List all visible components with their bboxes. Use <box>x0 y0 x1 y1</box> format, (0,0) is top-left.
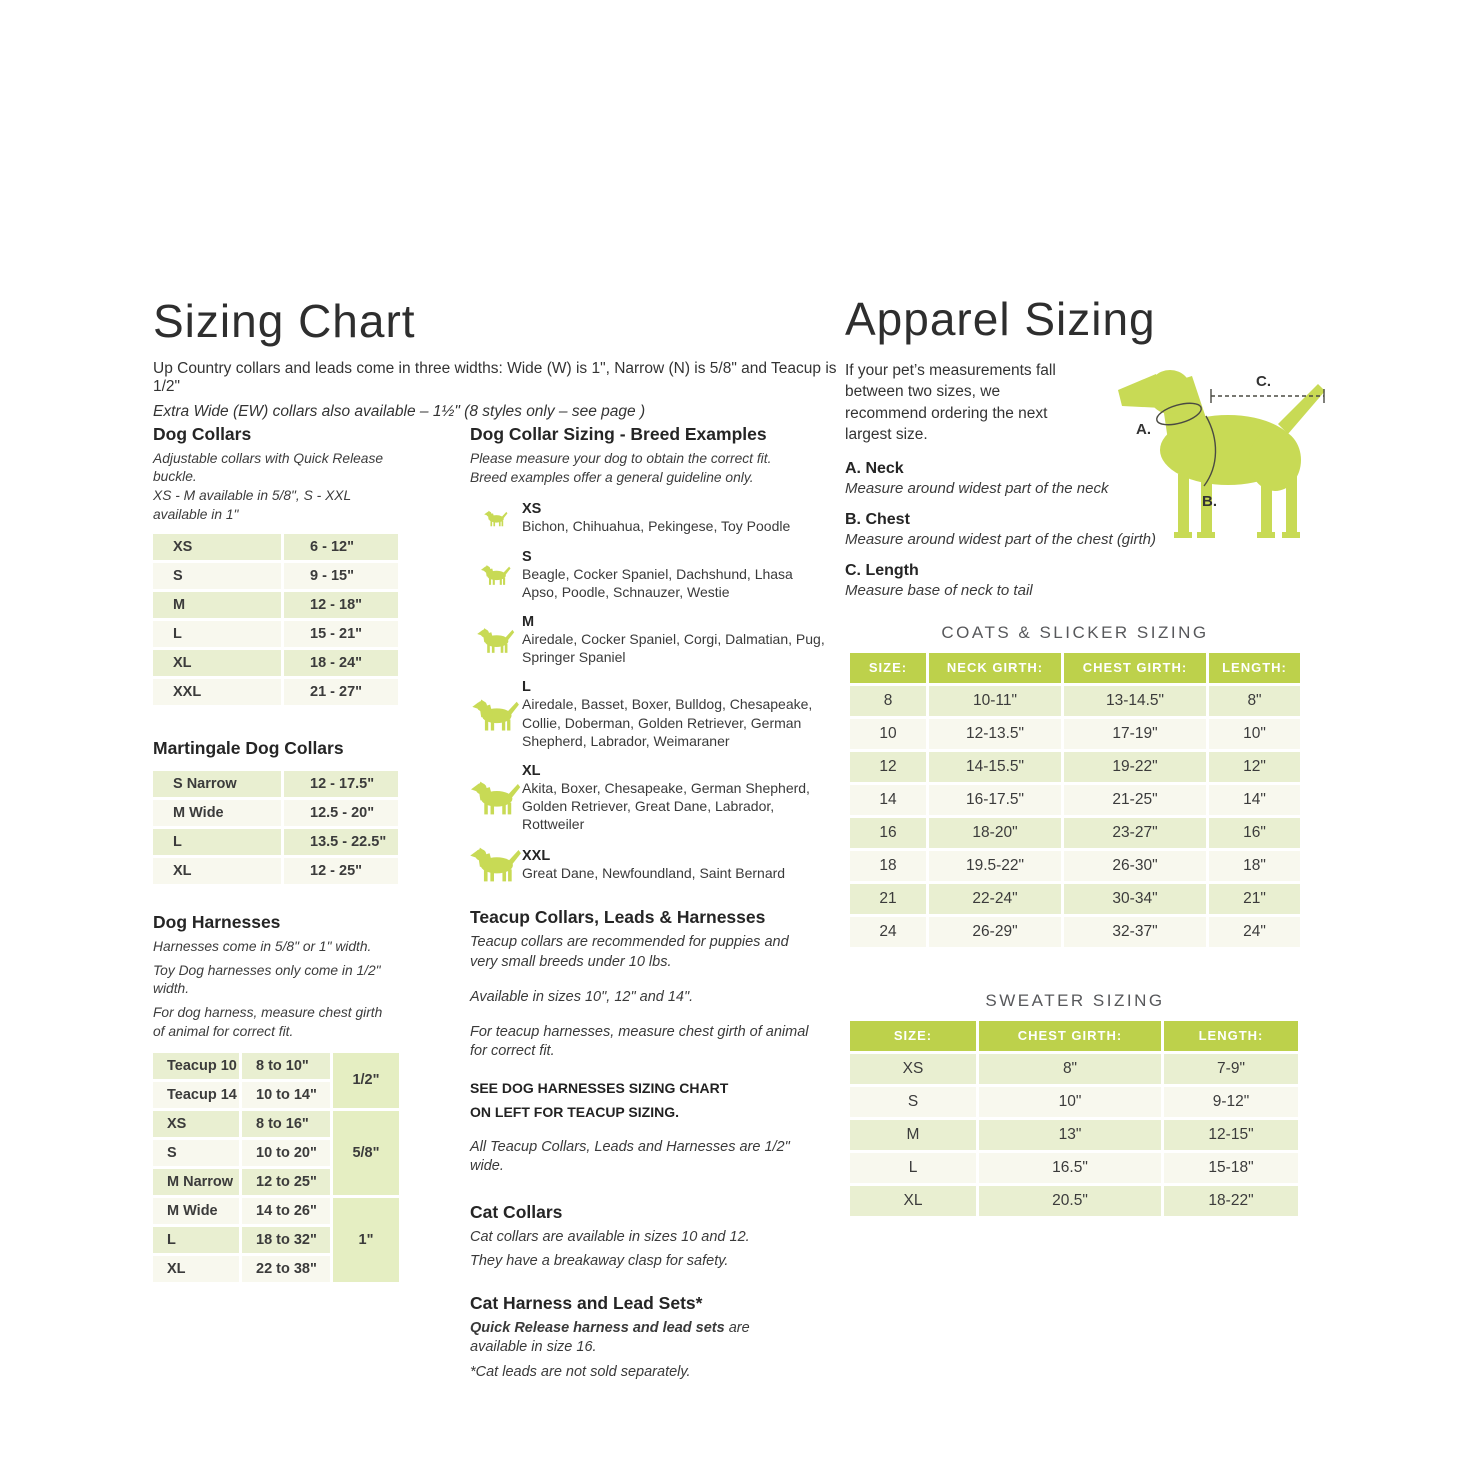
dog-collars-heading: Dog Collars <box>153 424 252 444</box>
breed-desc-1: Please measure your dog to obtain the correct fit. <box>470 451 772 466</box>
breed-names: Airedale, Cocker Spaniel, Corgi, Dalmatian, Pug, Springer Spaniel <box>522 630 825 666</box>
dog-silhouette-icon-xs <box>470 510 522 527</box>
table-cell: 22-24" <box>929 884 1061 914</box>
dog-silhouette-icon-l <box>470 698 522 732</box>
table-cell: 7-9" <box>1164 1054 1298 1084</box>
column-header: CHEST GIRTH: <box>979 1021 1161 1051</box>
breed-size-label: M <box>522 613 535 630</box>
table-cell: 15-18" <box>1164 1153 1298 1183</box>
table-cell: 10-11" <box>929 686 1061 716</box>
page-title: Sizing Chart <box>153 295 416 347</box>
diagram-label-a: A. <box>1136 421 1151 438</box>
cat-collars-p2: They have a breakaway clasp for safety. <box>470 1253 729 1270</box>
sweater-title: SWEATER SIZING <box>985 990 1165 1010</box>
table-cell: M Wide <box>153 1198 239 1224</box>
apparel-intro: If your pet’s measurements fall between two sizes, we recommend ordering the next largest size. <box>845 362 1056 444</box>
table-cell: XS <box>850 1054 976 1084</box>
breed-item-s <box>470 549 830 601</box>
harness-desc-1: Harnesses come in 5/8" or 1" width. <box>153 938 372 954</box>
breed-item-xl <box>470 763 830 834</box>
dog-measurement-diagram <box>1078 354 1340 546</box>
table-cell: 18 <box>850 851 926 881</box>
breed-item-l <box>470 679 830 750</box>
table-cell: 13-14.5" <box>1064 686 1206 716</box>
table-cell: S Narrow <box>153 771 281 797</box>
breed-examples-heading: Dog Collar Sizing - Breed Examples <box>470 424 767 444</box>
table-cell: 10 <box>850 719 926 749</box>
table-cell: 8" <box>979 1054 1161 1084</box>
table-cell: 23-27" <box>1064 818 1206 848</box>
measure-chest-desc: Measure around widest part of the chest (girth) <box>845 530 1156 548</box>
breed-names: Airedale, Basset, Boxer, Bulldog, Chesapeake, Collie, Doberman, Golden Retriever, German Shepherd, Labrador, Weimaraner <box>522 696 813 749</box>
cat-collars-p1: Cat collars are available in sizes 10 and 12. <box>470 1228 750 1245</box>
dog-collars-desc-1: Adjustable collars with Quick Release buckle. <box>153 451 384 485</box>
teacup-p2: Available in sizes 10", 12" and 14". <box>470 988 694 1005</box>
table-cell: 18-20" <box>929 818 1061 848</box>
table-cell: 19-22" <box>1064 752 1206 782</box>
cat-harness-heading: Cat Harness and Lead Sets* <box>470 1293 703 1314</box>
table-cell: S <box>153 563 281 589</box>
table-cell: 21 <box>850 884 926 914</box>
coats-slicker-table <box>850 653 1300 947</box>
width-group-cell: 5/8" <box>333 1111 399 1195</box>
table-cell: 14-15.5" <box>929 752 1061 782</box>
table-cell: 12 - 17.5" <box>284 771 398 797</box>
harness-desc-3: For dog harness, measure chest girth of animal for correct fit. <box>153 1005 383 1039</box>
table-cell: 8 to 16" <box>242 1111 330 1137</box>
intro-line-2: Extra Wide (EW) collars also available – 1½" (8 styles only – see page ) <box>153 403 646 420</box>
middle-column <box>470 424 830 1396</box>
table-cell: L <box>850 1153 976 1183</box>
table-cell: L <box>153 829 281 855</box>
sweater-table <box>850 1021 1300 1216</box>
cat-harness-p1-rest: are available in size 16. <box>470 1320 750 1356</box>
table-cell: XS <box>153 1111 239 1137</box>
table-cell: S <box>850 1087 976 1117</box>
table-cell: 21 - 27" <box>284 679 398 705</box>
table-cell: M <box>850 1120 976 1150</box>
dog-collars-table <box>153 534 399 705</box>
table-cell: M Narrow <box>153 1169 239 1195</box>
table-cell: L <box>153 1227 239 1253</box>
table-cell: 16 <box>850 818 926 848</box>
table-cell: 18 - 24" <box>284 650 398 676</box>
table-cell: 8 <box>850 686 926 716</box>
cat-harness-p2: *Cat leads are not sold separately. <box>470 1364 691 1381</box>
table-cell: 10 to 20" <box>242 1140 330 1166</box>
table-cell: 10" <box>979 1087 1161 1117</box>
breed-names: Bichon, Chihuahua, Pekingese, Toy Poodle <box>522 518 791 535</box>
table-cell: Teacup 14 <box>153 1082 239 1108</box>
measure-length-desc: Measure base of neck to tail <box>845 581 1033 599</box>
table-cell: Teacup 10 <box>153 1053 239 1079</box>
table-cell: 6 - 12" <box>284 534 398 560</box>
column-header: LENGTH: <box>1164 1021 1298 1051</box>
breed-desc-2: Breed examples offer a general guideline only. <box>470 470 754 486</box>
right-column <box>845 293 1315 1216</box>
table-cell: 21-25" <box>1064 785 1206 815</box>
table-cell: 10 to 14" <box>242 1082 330 1108</box>
left-column <box>153 424 399 1282</box>
table-cell: 12-13.5" <box>929 719 1061 749</box>
table-cell: 12" <box>1209 752 1300 782</box>
table-cell: 16-17.5" <box>929 785 1061 815</box>
table-cell: XXL <box>153 679 281 705</box>
teacup-p5: All Teacup Collars, Leads and Harnesses are 1/2" wide. <box>470 1138 790 1174</box>
dog-harnesses-heading: Dog Harnesses <box>153 911 281 932</box>
table-cell: 12 to 25" <box>242 1169 330 1195</box>
column-header: CHEST GIRTH: <box>1064 653 1206 683</box>
table-cell: 10" <box>1209 719 1300 749</box>
teacup-heading: Teacup Collars, Leads & Harnesses <box>470 907 766 928</box>
measure-chest-label: B. Chest <box>845 510 910 528</box>
cat-collars-heading: Cat Collars <box>470 1201 563 1222</box>
dog-silhouette-icon-xl <box>470 780 522 816</box>
coats-slicker-section <box>850 623 1300 1216</box>
table-cell: 24 <box>850 917 926 947</box>
diagram-label-c: C. <box>1256 373 1271 390</box>
breed-names: Beagle, Cocker Spaniel, Dachshund, Lhasa Apso, Poodle, Schnauzer, Westie <box>522 565 793 600</box>
martingale-heading: Martingale Dog Collars <box>153 737 344 758</box>
table-cell: 13.5 - 22.5" <box>284 829 398 855</box>
table-cell: 21" <box>1209 884 1300 914</box>
breed-size-label: XXL <box>522 847 551 864</box>
table-cell: 30-34" <box>1064 884 1206 914</box>
table-cell: L <box>153 621 281 647</box>
teacup-section <box>470 907 810 1175</box>
table-cell: 15 - 21" <box>284 621 398 647</box>
table-cell: 32-37" <box>1064 917 1206 947</box>
teacup-p3: For teacup harnesses, measure chest girth of animal for correct fit. <box>470 1023 809 1059</box>
table-cell: 14" <box>1209 785 1300 815</box>
measure-length <box>845 562 1315 599</box>
table-cell: 12 - 25" <box>284 858 398 884</box>
table-cell: 22 to 38" <box>242 1256 330 1282</box>
breed-size-label: L <box>522 679 531 696</box>
harness-desc-2: Toy Dog harnesses only come in 1/2" width. <box>153 963 381 997</box>
martingale-table <box>153 771 399 884</box>
table-cell: 9-12" <box>1164 1087 1298 1117</box>
width-group-cell: 1/2" <box>333 1053 399 1108</box>
table-cell: 12.5 - 20" <box>284 800 398 826</box>
measure-neck-desc: Measure around widest part of the neck <box>845 479 1109 497</box>
table-cell: 26-29" <box>929 917 1061 947</box>
table-cell: 9 - 15" <box>284 563 398 589</box>
table-cell: XL <box>153 650 281 676</box>
measure-neck-label: A. Neck <box>845 459 904 477</box>
table-cell: 14 <box>850 785 926 815</box>
table-cell: 26-30" <box>1064 851 1206 881</box>
dog-diagram-svg <box>1078 354 1340 546</box>
measure-length-label: C. Length <box>845 561 919 579</box>
breed-item-xs <box>470 501 830 535</box>
table-cell: 18" <box>1209 851 1300 881</box>
table-cell: 16" <box>1209 818 1300 848</box>
sizing-chart-header <box>153 295 853 421</box>
intro-line-1: Up Country collars and leads come in three widths: Wide (W) is 1", Narrow (N) is 5/8" and Teacup is 1/2" <box>153 360 837 395</box>
table-cell: 18 to 32" <box>242 1227 330 1253</box>
diagram-label-b: B. <box>1202 493 1217 510</box>
breed-size-label: XS <box>522 501 542 518</box>
dog-silhouette-icon-s <box>470 564 522 586</box>
dog-collars-desc-2: XS - M available in 5/8", S - XXL available in 1" <box>153 488 351 522</box>
dog-silhouette-icon-xxl <box>470 846 522 883</box>
breed-names: Akita, Boxer, Chesapeake, German Shepherd, Golden Retriever, Great Dane, Labrador, Rottweiler <box>522 779 810 833</box>
breed-names: Great Dane, Newfoundland, Saint Bernard <box>522 864 786 881</box>
breed-size-label: S <box>522 548 532 565</box>
breed-examples-section <box>470 424 830 883</box>
table-cell: XS <box>153 534 281 560</box>
dog-collars-section <box>153 424 399 705</box>
cat-collars-section <box>470 1202 830 1271</box>
dog-harnesses-table <box>153 1053 399 1282</box>
table-cell: 24" <box>1209 917 1300 947</box>
dog-harnesses-section <box>153 912 399 1282</box>
column-header: SIZE: <box>850 653 926 683</box>
cat-harness-p1 <box>470 1319 800 1357</box>
breed-item-m <box>470 614 830 666</box>
table-cell: 20.5" <box>979 1186 1161 1216</box>
table-cell: 19.5-22" <box>929 851 1061 881</box>
table-cell: XL <box>153 1256 239 1282</box>
table-cell: 8 to 10" <box>242 1053 330 1079</box>
table-cell: M <box>153 592 281 618</box>
coats-slicker-title: COATS & SLICKER SIZING <box>941 622 1209 642</box>
apparel-title: Apparel Sizing <box>845 293 1156 345</box>
table-cell: 12-15" <box>1164 1120 1298 1150</box>
breed-item-xxl <box>470 846 830 883</box>
column-header: SIZE: <box>850 1021 976 1051</box>
table-cell: 14 to 26" <box>242 1198 330 1224</box>
martingale-section <box>153 738 399 884</box>
width-group-cell: 1" <box>333 1198 399 1282</box>
table-cell: 12 - 18" <box>284 592 398 618</box>
table-cell: 18-22" <box>1164 1186 1298 1216</box>
table-cell: 16.5" <box>979 1153 1161 1183</box>
table-cell: 12 <box>850 752 926 782</box>
breed-size-label: XL <box>522 762 541 779</box>
dog-silhouette-icon-m <box>470 627 522 654</box>
sweater-section <box>850 991 1300 1216</box>
table-cell: XL <box>850 1186 976 1216</box>
table-cell: 17-19" <box>1064 719 1206 749</box>
table-cell: XL <box>153 858 281 884</box>
teacup-p4: SEE DOG HARNESSES SIZING CHART ON LEFT FOR TEACUP SIZING. <box>470 1080 729 1120</box>
column-header: NECK GIRTH: <box>929 653 1061 683</box>
table-cell: S <box>153 1140 239 1166</box>
table-cell: 13" <box>979 1120 1161 1150</box>
column-header: LENGTH: <box>1209 653 1300 683</box>
cat-harness-p1-bold: Quick Release harness and lead sets <box>470 1320 725 1337</box>
cat-harness-section <box>470 1293 800 1382</box>
table-cell: M Wide <box>153 800 281 826</box>
teacup-p1: Teacup collars are recommended for puppies and very small breeds under 10 lbs. <box>470 934 789 970</box>
table-cell: 8" <box>1209 686 1300 716</box>
